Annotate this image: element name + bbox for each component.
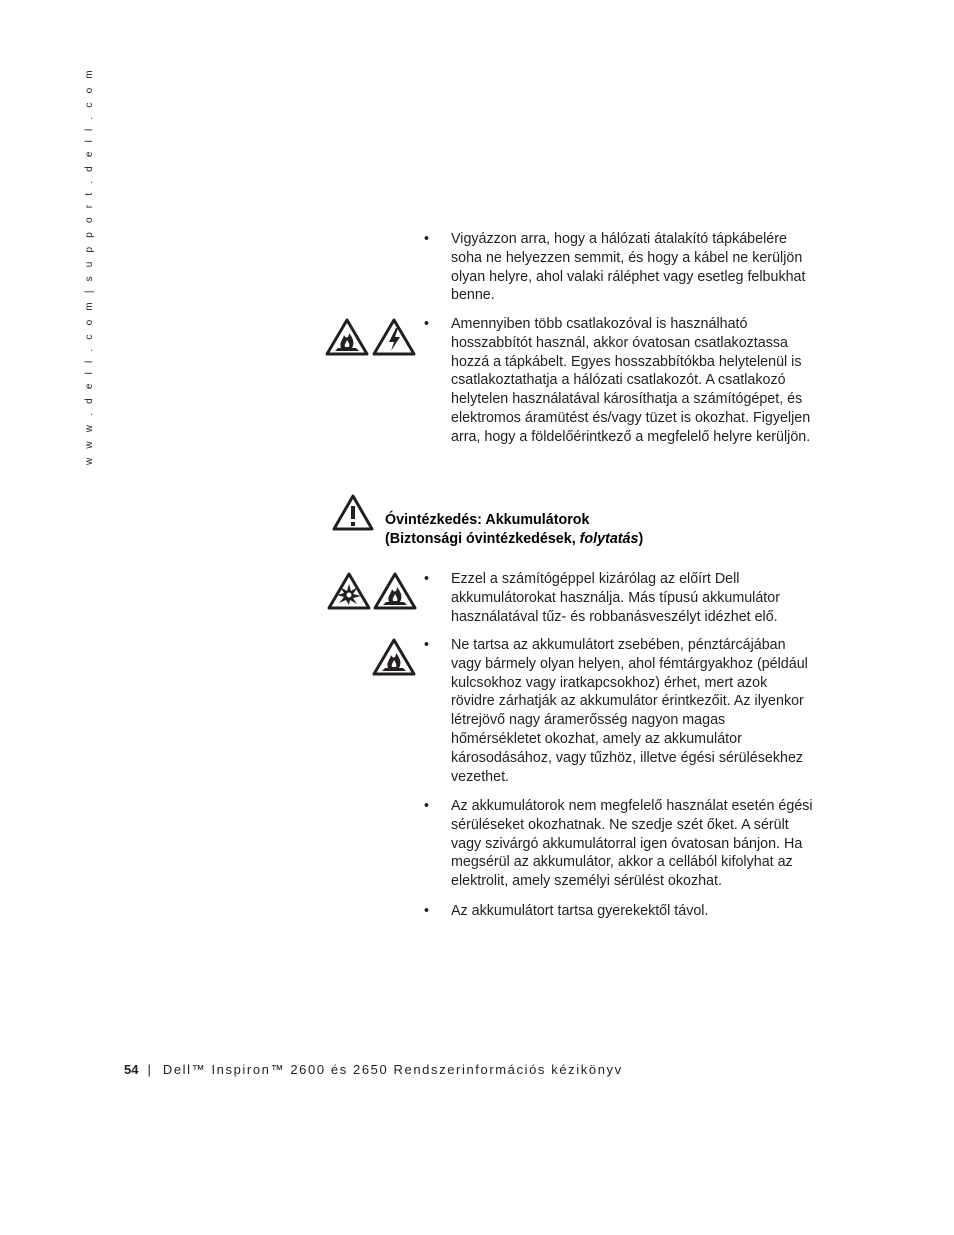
fire-hazard-icon bbox=[325, 318, 369, 356]
heading-prefix: (Biztonsági óvintézkedések, bbox=[385, 531, 580, 547]
explosion-hazard-icon bbox=[327, 572, 371, 610]
heading-line-2 bbox=[385, 530, 805, 549]
bullet-symbol: • bbox=[424, 231, 430, 247]
heading-italic: folytatás bbox=[579, 531, 639, 547]
bullet-text: Az akkumulátort tartsa gyerekektől távol. bbox=[451, 903, 709, 919]
bullet-text: Ne tartsa az akkumulátort zsebében, pénztárcájában vagy bármely olyan helyen, ahol fémtárgyakhoz (például kulcsokhoz vagy iratkapcsokhoz) érhet, mert azok rövidre zárhatják az akkumulátor érintkezőit. Az ilyenkor létrejövő nagy áramerősség nagyon magas hőmérsékletet okozhat, amely az akkumulátor károsodásához, vagy tűzhöz, illetve égési sérülésekhez vezethet. bbox=[451, 637, 808, 785]
heading-line-1: Óvintézkedés: Akkumulátorok bbox=[385, 512, 590, 528]
list-item bbox=[424, 230, 814, 305]
bullet-symbol: • bbox=[424, 798, 430, 814]
bullet-text: Vigyázzon arra, hogy a hálózati átalakító tápkábelére soha ne helyezzen semmit, és hogy a kábel ne kerüljön olyan helyre, ahol valaki ráléphet vagy esetleg felbukhat benne. bbox=[451, 231, 806, 304]
list-item bbox=[424, 315, 814, 447]
fire-hazard-icon bbox=[373, 572, 417, 610]
list-item bbox=[424, 797, 814, 891]
bullet-symbol: • bbox=[424, 316, 430, 332]
bullet-symbol: • bbox=[424, 637, 430, 653]
bullet-text: Amennyiben több csatlakozóval is használható hosszabbítót használ, akkor óvatosan csatlakoztassa hozzá a tápkábelt. Egyes hosszabbítókba helytelenül is csatlakoztathatja a hálózati csatlakozót. A csatlakozó helytelen használatával károsíthatja a számítógépet, és elektromos áramütést és/vagy tüzet is okozhat. Figyeljen arra, hogy a földelőérintkező a megfelelő helyre kerüljön. bbox=[451, 316, 811, 445]
list-item bbox=[424, 902, 814, 921]
heading-suffix: ) bbox=[638, 531, 644, 547]
list-item bbox=[424, 570, 814, 626]
fire-hazard-icon bbox=[372, 638, 416, 676]
section-heading bbox=[385, 511, 805, 549]
side-url: w w w . d e l l . c o m | s u p p o r t . d e l l . c o m bbox=[84, 67, 95, 465]
bullet-symbol: • bbox=[424, 903, 430, 919]
caution-icon bbox=[332, 494, 374, 532]
page-footer bbox=[124, 1062, 623, 1077]
list-item bbox=[424, 636, 814, 786]
electric-shock-icon bbox=[372, 318, 416, 356]
bullet-text: Ezzel a számítógéppel kizárólag az előírt Dell akkumulátorokat használja. Más típusú akkumulátor használatával tűz- és robbanásveszélyt idézhet elő. bbox=[451, 571, 780, 625]
footer-title: Dell™ Inspiron™ 2600 és 2650 Rendszerinformációs kézikönyv bbox=[162, 1062, 623, 1077]
bullet-symbol: • bbox=[424, 571, 430, 587]
footer-separator: | bbox=[147, 1062, 151, 1077]
page-number: 54 bbox=[124, 1062, 139, 1077]
bullet-text: Az akkumulátorok nem megfelelő használat esetén égési sérüléseket okozhatnak. Ne szedje szét őket. A sérült vagy szivárgó akkumulátorral igen óvatosan bánjon. Ha megsérül az akkumulátor, akkor a cellából kifolyhat az elektrolit, amely személyi sérülést okozhat. bbox=[451, 798, 813, 890]
